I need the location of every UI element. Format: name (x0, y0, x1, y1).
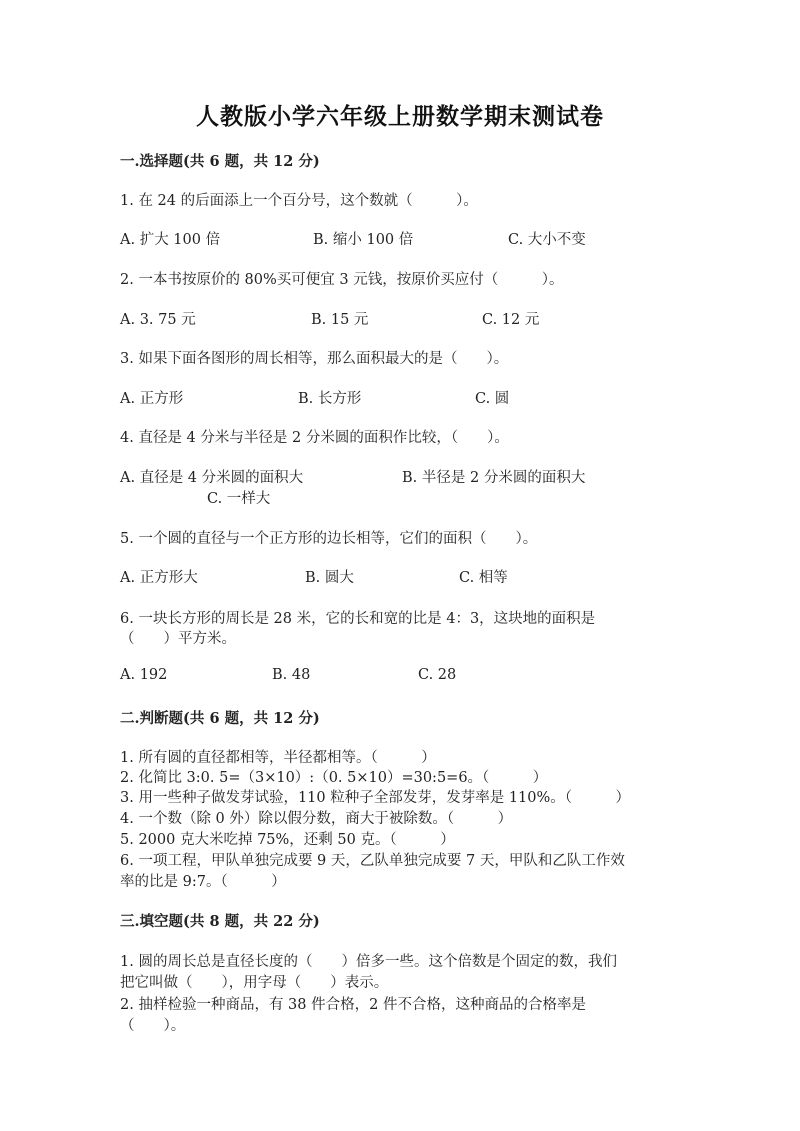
choice-q6-line2: （ ）平方米。 (120, 631, 236, 647)
choice-q1: 1. 在 24 的后面添上一个百分号，这个数就（ ）。 (120, 193, 478, 209)
choice-q2-option-b: B. 15 元 (311, 312, 369, 328)
judge-q1: 1. 所有圆的直径都相等，半径都相等。（ ） (120, 750, 436, 766)
choice-q3-option-a: A. 正方形 (120, 391, 184, 407)
choice-q6-option-c: C. 28 (418, 667, 457, 683)
choice-q6-option-b: B. 48 (272, 667, 311, 683)
choice-q1-option-a: A. 扩大 100 倍 (120, 232, 221, 248)
choice-q3-option-b: B. 长方形 (298, 391, 362, 407)
fill-q2-line1: 2. 抽样检验一种商品，有 38 件合格，2 件不合格，这种商品的合格率是 (120, 997, 586, 1013)
choice-q6-option-a: A. 192 (120, 667, 168, 683)
choice-q6-line1: 6. 一块长方形的周长是 28 米，它的长和宽的比是 4：3，这块地的面积是 (120, 611, 596, 627)
choice-q5: 5. 一个圆的直径与一个正方形的边长相等，它们的面积（ ）。 (120, 531, 538, 547)
judge-q5: 5. 2000 克大米吃掉 75%，还剩 50 克。（ ） (120, 832, 455, 848)
choice-q1-option-b: B. 缩小 100 倍 (313, 232, 414, 248)
judge-q4: 4. 一个数（除 0 外）除以假分数，商大于被除数。（ ） (120, 811, 513, 827)
choice-q2: 2. 一本书按原价的 80%买可便宜 3 元钱，按原价买应付（ ）。 (120, 272, 564, 288)
choice-q1-option-c: C. 大小不变 (508, 232, 586, 248)
section-heading-choice: 一.选择题(共 6 题，共 12 分) (120, 153, 320, 170)
choice-q4-option-b: B. 半径是 2 分米圆的面积大 (402, 470, 586, 486)
choice-q5-option-a: A. 正方形大 (120, 570, 198, 586)
choice-q5-option-c: C. 相等 (459, 570, 508, 586)
judge-q6-line2: 率的比是 9:7。（ ） (120, 874, 286, 890)
choice-q3: 3. 如果下面各图形的周长相等，那么面积最大的是（ ）。 (120, 351, 509, 367)
fill-q1-line2: 把它叫做（ ），用字母（ ）表示。 (120, 975, 389, 991)
choice-q4-option-a: A. 直径是 4 分米圆的面积大 (120, 470, 304, 486)
choice-q3-option-c: C. 圆 (475, 391, 510, 407)
judge-q2: 2. 化简比 3:0. 5=（3×10）:（0. 5×10）=30:5=6。（ ） (120, 770, 548, 786)
choice-q5-option-b: B. 圆大 (305, 570, 354, 586)
choice-q4-option-c: C. 一样大 (207, 491, 271, 507)
page-title: 人教版小学六年级上册数学期末测试卷 (196, 103, 604, 130)
fill-q2-line2: （ ）。 (120, 1018, 186, 1034)
fill-q1-line1: 1. 圆的周长总是直径长度的（ ）倍多一些。这个倍数是个固定的数，我们 (120, 954, 617, 970)
choice-q2-option-a: A. 3. 75 元 (120, 312, 196, 328)
choice-q2-option-c: C. 12 元 (482, 312, 540, 328)
section-heading-fill: 三.填空题(共 8 题，共 22 分) (120, 913, 320, 930)
section-heading-judge: 二.判断题(共 6 题，共 12 分) (120, 710, 320, 727)
judge-q3: 3. 用一些种子做发芽试验，110 粒种子全部发芽，发芽率是 110%。（ ） (120, 790, 631, 806)
judge-q6-line1: 6. 一项工程，甲队单独完成要 9 天，乙队单独完成要 7 天，甲队和乙队工作效 (120, 853, 625, 869)
choice-q4: 4. 直径是 4 分米与半径是 2 分米圆的面积作比较，（ ）。 (120, 430, 509, 446)
